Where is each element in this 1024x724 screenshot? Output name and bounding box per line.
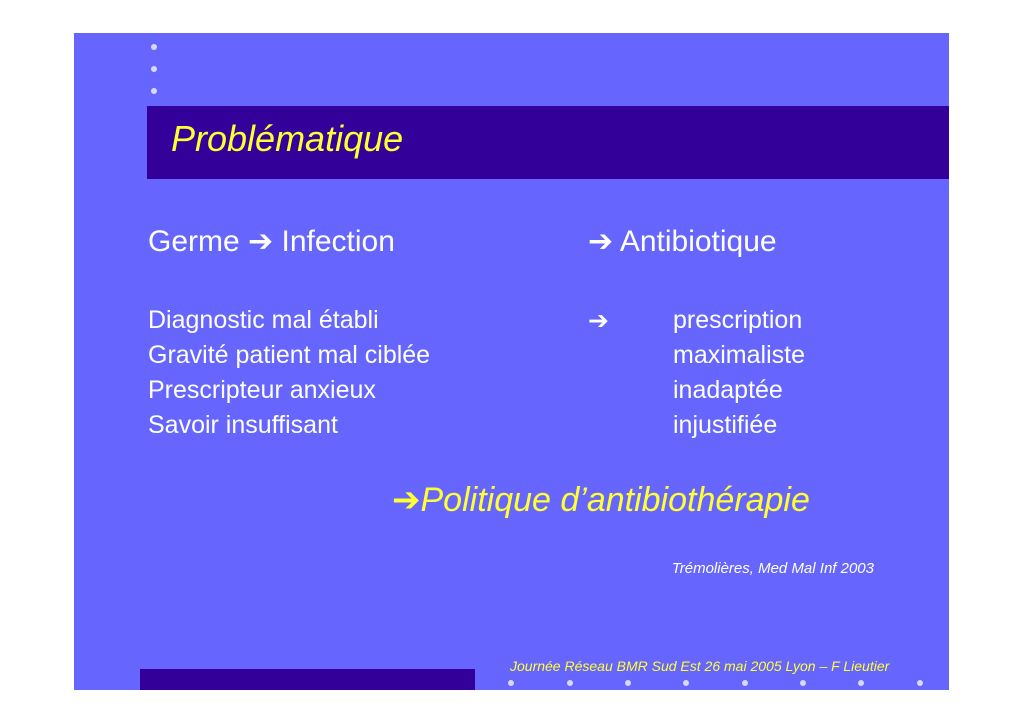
right-arrow-icon: ➔ (248, 224, 274, 259)
causes-list (148, 303, 430, 443)
right-arrow-icon: ➔ (392, 480, 421, 520)
slide-title: Problématique (171, 118, 404, 159)
flow-antibiotique: Antibiotique (619, 225, 777, 258)
footer-dot-icon (858, 680, 864, 686)
cause-item: Diagnostic mal établi (148, 306, 379, 334)
flow-line (148, 224, 395, 259)
prescription-item: injustifiée (673, 411, 778, 439)
decor-dot-icon (151, 44, 157, 50)
right-arrow-icon: ➔ (588, 224, 614, 259)
footer-dot-icon (742, 680, 748, 686)
prescription-item: prescription (673, 306, 803, 334)
flow-germe: Germe (148, 225, 240, 258)
flow-result (588, 224, 777, 259)
footer-text: Journée Réseau BMR Sud Est 26 mai 2005 Lyon – F Lieutier (510, 658, 890, 674)
footer-dot-icon (508, 680, 514, 686)
footer-dot-icon (567, 680, 573, 686)
footer-dot-icon (683, 680, 689, 686)
footer-dot-icon (800, 680, 806, 686)
right-arrow-icon: ➔ (588, 306, 609, 335)
prescription-item: inadaptée (673, 376, 783, 404)
cause-item: Savoir insuffisant (148, 411, 338, 439)
decor-dot-icon (151, 66, 157, 72)
conclusion-text: Politique d’antibiothérapie (420, 481, 810, 519)
flow-infection: Infection (281, 225, 395, 258)
decor-dot-icon (151, 88, 157, 94)
footer-dot-icon (917, 680, 923, 686)
prescription-list (673, 303, 805, 443)
title-bar (147, 106, 949, 179)
cause-item: Gravité patient mal ciblée (148, 341, 431, 369)
conclusion-line (392, 480, 810, 520)
prescription-item: maximaliste (673, 341, 805, 369)
reference-citation: Trémolières, Med Mal Inf 2003 (671, 560, 874, 577)
footer-bar (140, 669, 475, 690)
footer-dot-icon (625, 680, 631, 686)
cause-item: Prescripteur anxieux (148, 376, 376, 404)
